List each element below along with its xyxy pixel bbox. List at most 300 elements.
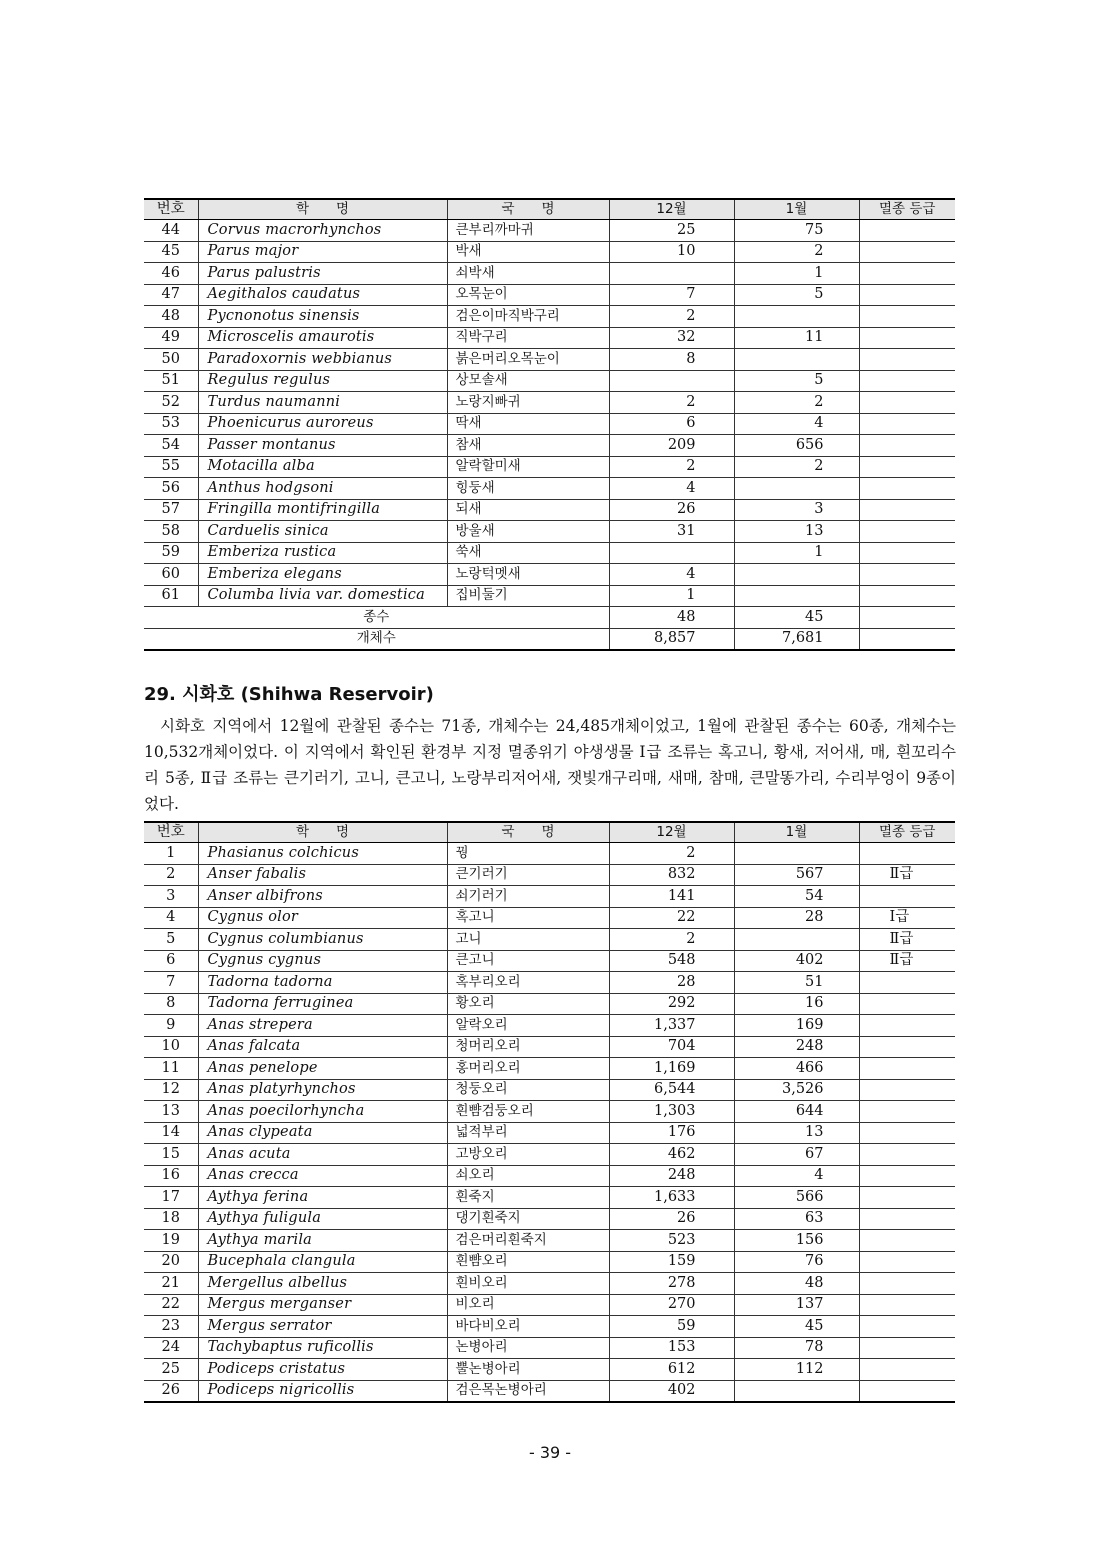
count-december: 8 [609, 349, 734, 371]
count-january: 5 [734, 370, 859, 392]
row-no: 1 [144, 843, 198, 865]
endangered-grade [859, 1337, 955, 1359]
row-no: 49 [144, 327, 198, 349]
row-no: 54 [144, 435, 198, 457]
endangered-grade [859, 521, 955, 543]
endangered-grade [859, 886, 955, 908]
endangered-grade [859, 1079, 955, 1101]
scientific-name: Emberiza elegans [198, 564, 447, 586]
row-no: 12 [144, 1079, 198, 1101]
scientific-name: Anas penelope [198, 1058, 447, 1080]
scientific-name: Regulus regulus [198, 370, 447, 392]
table-row [144, 1015, 955, 1037]
endangered-grade [859, 284, 955, 306]
species-count-row [144, 607, 955, 629]
count-december [609, 542, 734, 564]
count-december: 31 [609, 521, 734, 543]
table-row [144, 241, 955, 263]
row-no: 61 [144, 585, 198, 607]
korean-name: 상모솔새 [447, 370, 609, 392]
korean-name: 알락할미새 [447, 456, 609, 478]
count-january: 3,526 [734, 1079, 859, 1101]
row-no: 10 [144, 1036, 198, 1058]
count-december: 402 [609, 1380, 734, 1402]
korean-name: 뿔논병아리 [447, 1359, 609, 1381]
endangered-grade [859, 1359, 955, 1381]
korean-name: 박새 [447, 241, 609, 263]
table-row [144, 1101, 955, 1123]
endangered-grade [859, 843, 955, 865]
korean-name: 비오리 [447, 1294, 609, 1316]
row-no: 7 [144, 972, 198, 994]
count-january: 112 [734, 1359, 859, 1381]
table-row [144, 521, 955, 543]
korean-name: 황오리 [447, 993, 609, 1015]
species-count-jan: 45 [734, 607, 859, 629]
count-january: 2 [734, 392, 859, 414]
endangered-grade [859, 1036, 955, 1058]
endangered-grade [859, 1165, 955, 1187]
table-row [144, 370, 955, 392]
row-no: 13 [144, 1101, 198, 1123]
korean-name: 흰죽지 [447, 1187, 609, 1209]
count-january: 2 [734, 241, 859, 263]
table-row [144, 993, 955, 1015]
table-row [144, 1079, 955, 1101]
korean-name: 흰뺨오리 [447, 1251, 609, 1273]
count-december: 1,337 [609, 1015, 734, 1037]
table-row [144, 950, 955, 972]
korean-name: 청둥오리 [447, 1079, 609, 1101]
table-row [144, 413, 955, 435]
row-no: 15 [144, 1144, 198, 1166]
count-december: 209 [609, 435, 734, 457]
scientific-name: Mergus serrator [198, 1316, 447, 1338]
table-row [144, 1187, 955, 1209]
korean-name: 쇠기러기 [447, 886, 609, 908]
korean-name: 바다비오리 [447, 1316, 609, 1338]
scientific-name: Podiceps cristatus [198, 1359, 447, 1381]
scientific-name: Aythya marila [198, 1230, 447, 1252]
scientific-name: Aythya fuligula [198, 1208, 447, 1230]
endangered-grade [859, 1380, 955, 1402]
count-december: 612 [609, 1359, 734, 1381]
table-row [144, 1058, 955, 1080]
count-december: 832 [609, 864, 734, 886]
count-december: 2 [609, 456, 734, 478]
header-grade: 멸종 등급 [859, 199, 955, 220]
count-january: 75 [734, 220, 859, 242]
individual-count-row [144, 628, 955, 650]
endangered-grade [859, 370, 955, 392]
row-no: 46 [144, 263, 198, 285]
row-no: 9 [144, 1015, 198, 1037]
row-no: 53 [144, 413, 198, 435]
scientific-name: Anthus hodgsoni [198, 478, 447, 500]
korean-name: 홍머리오리 [447, 1058, 609, 1080]
korean-name: 오목눈이 [447, 284, 609, 306]
endangered-grade [859, 306, 955, 328]
korean-name: 흰뺨검둥오리 [447, 1101, 609, 1123]
scientific-name: Anas clypeata [198, 1122, 447, 1144]
count-december: 248 [609, 1165, 734, 1187]
table-row [144, 499, 955, 521]
korean-name: 청머리오리 [447, 1036, 609, 1058]
count-december: 159 [609, 1251, 734, 1273]
scientific-name: Anas acuta [198, 1144, 447, 1166]
korean-name: 혹부리오리 [447, 972, 609, 994]
count-december: 32 [609, 327, 734, 349]
count-january: 54 [734, 886, 859, 908]
count-december: 10 [609, 241, 734, 263]
count-january: 567 [734, 864, 859, 886]
endangered-grade [859, 263, 955, 285]
count-december: 292 [609, 993, 734, 1015]
count-december: 28 [609, 972, 734, 994]
count-december: 1,169 [609, 1058, 734, 1080]
count-january: 156 [734, 1230, 859, 1252]
row-no: 11 [144, 1058, 198, 1080]
korean-name: 검은이마직박구리 [447, 306, 609, 328]
endangered-grade [859, 1230, 955, 1252]
individual-count-grade [859, 628, 955, 650]
count-january: 13 [734, 521, 859, 543]
row-no: 60 [144, 564, 198, 586]
korean-name: 큰부리까마귀 [447, 220, 609, 242]
count-december: 2 [609, 306, 734, 328]
count-december: 59 [609, 1316, 734, 1338]
korean-name: 검은머리흰죽지 [447, 1230, 609, 1252]
endangered-grade [859, 478, 955, 500]
korean-name: 참새 [447, 435, 609, 457]
korean-name: 고방오리 [447, 1144, 609, 1166]
table-row [144, 284, 955, 306]
count-january: 13 [734, 1122, 859, 1144]
scientific-name: Paradoxornis webbianus [198, 349, 447, 371]
endangered-grade: Ⅱ급 [859, 864, 955, 886]
species-count-dec: 48 [609, 607, 734, 629]
row-no: 55 [144, 456, 198, 478]
korean-name: 논병아리 [447, 1337, 609, 1359]
row-no: 16 [144, 1165, 198, 1187]
table-row [144, 435, 955, 457]
endangered-grade [859, 1101, 955, 1123]
count-january: 51 [734, 972, 859, 994]
scientific-name: Phasianus colchicus [198, 843, 447, 865]
header-korean-name: 국 명 [447, 822, 609, 843]
count-december: 278 [609, 1273, 734, 1295]
scientific-name: Anser albifrons [198, 886, 447, 908]
count-january: 1 [734, 542, 859, 564]
count-january: 402 [734, 950, 859, 972]
table-row [144, 929, 955, 951]
count-january [734, 478, 859, 500]
count-january: 67 [734, 1144, 859, 1166]
count-january [734, 306, 859, 328]
table-header-row [144, 822, 955, 843]
endangered-grade [859, 1187, 955, 1209]
korean-name: 알락오리 [447, 1015, 609, 1037]
endangered-grade [859, 413, 955, 435]
individual-count-jan: 7,681 [734, 628, 859, 650]
row-no: 8 [144, 993, 198, 1015]
count-january: 4 [734, 1165, 859, 1187]
scientific-name: Anas platyrhynchos [198, 1079, 447, 1101]
endangered-grade [859, 1015, 955, 1037]
header-january: 1월 [734, 822, 859, 843]
count-january: 3 [734, 499, 859, 521]
korean-name: 노랑지빠귀 [447, 392, 609, 414]
individual-count-label: 개체수 [144, 628, 609, 650]
count-december: 176 [609, 1122, 734, 1144]
table-row [144, 1294, 955, 1316]
count-december: 704 [609, 1036, 734, 1058]
count-december: 1,633 [609, 1187, 734, 1209]
count-december: 141 [609, 886, 734, 908]
count-december: 2 [609, 929, 734, 951]
row-no: 58 [144, 521, 198, 543]
species-table-1 [144, 198, 955, 651]
row-no: 57 [144, 499, 198, 521]
scientific-name: Podiceps nigricollis [198, 1380, 447, 1402]
count-january: 169 [734, 1015, 859, 1037]
row-no: 22 [144, 1294, 198, 1316]
table-row [144, 564, 955, 586]
table-row [144, 327, 955, 349]
count-december: 7 [609, 284, 734, 306]
table-row [144, 1230, 955, 1252]
scientific-name: Corvus macrorhynchos [198, 220, 447, 242]
endangered-grade: Ⅰ급 [859, 907, 955, 929]
endangered-grade [859, 327, 955, 349]
count-december: 6 [609, 413, 734, 435]
table-row [144, 972, 955, 994]
row-no: 50 [144, 349, 198, 371]
count-december: 26 [609, 499, 734, 521]
count-december [609, 370, 734, 392]
table-row [144, 1380, 955, 1402]
table-row [144, 1359, 955, 1381]
table-row [144, 886, 955, 908]
endangered-grade [859, 499, 955, 521]
header-grade: 멸종 등급 [859, 822, 955, 843]
endangered-grade [859, 993, 955, 1015]
count-january: 466 [734, 1058, 859, 1080]
endangered-grade [859, 1144, 955, 1166]
korean-name: 댕기흰죽지 [447, 1208, 609, 1230]
scientific-name: Cygnus columbianus [198, 929, 447, 951]
endangered-grade [859, 435, 955, 457]
row-no: 3 [144, 886, 198, 908]
individual-count-dec: 8,857 [609, 628, 734, 650]
row-no: 44 [144, 220, 198, 242]
row-no: 23 [144, 1316, 198, 1338]
count-january: 76 [734, 1251, 859, 1273]
count-december: 2 [609, 392, 734, 414]
table-header-row [144, 199, 955, 220]
count-january: 16 [734, 993, 859, 1015]
endangered-grade [859, 542, 955, 564]
scientific-name: Mergellus albellus [198, 1273, 447, 1295]
count-january: 2 [734, 456, 859, 478]
korean-name: 넓적부리 [447, 1122, 609, 1144]
korean-name: 힝둥새 [447, 478, 609, 500]
table-row [144, 585, 955, 607]
row-no: 47 [144, 284, 198, 306]
korean-name: 방울새 [447, 521, 609, 543]
scientific-name: Cygnus cygnus [198, 950, 447, 972]
scientific-name: Passer montanus [198, 435, 447, 457]
count-december: 1 [609, 585, 734, 607]
count-january: 11 [734, 327, 859, 349]
count-january: 566 [734, 1187, 859, 1209]
scientific-name: Carduelis sinica [198, 521, 447, 543]
table-row [144, 456, 955, 478]
count-january [734, 843, 859, 865]
count-january: 1 [734, 263, 859, 285]
korean-name: 되새 [447, 499, 609, 521]
count-december: 462 [609, 1144, 734, 1166]
table-row [144, 263, 955, 285]
table-row [144, 843, 955, 865]
row-no: 18 [144, 1208, 198, 1230]
table-row [144, 1144, 955, 1166]
scientific-name: Fringilla montifringilla [198, 499, 447, 521]
table-row [144, 1273, 955, 1295]
korean-name: 딱새 [447, 413, 609, 435]
endangered-grade: Ⅱ급 [859, 929, 955, 951]
scientific-name: Tadorna ferruginea [198, 993, 447, 1015]
table-row [144, 349, 955, 371]
scientific-name: Motacilla alba [198, 456, 447, 478]
endangered-grade [859, 1208, 955, 1230]
count-december: 6,544 [609, 1079, 734, 1101]
scientific-name: Anas poecilorhyncha [198, 1101, 447, 1123]
count-december: 153 [609, 1337, 734, 1359]
row-no: 21 [144, 1273, 198, 1295]
count-december: 25 [609, 220, 734, 242]
count-january: 656 [734, 435, 859, 457]
table-row [144, 907, 955, 929]
endangered-grade [859, 392, 955, 414]
species-table-2 [144, 821, 955, 1403]
row-no: 2 [144, 864, 198, 886]
table-row [144, 1122, 955, 1144]
row-no: 4 [144, 907, 198, 929]
header-no: 번호 [144, 199, 198, 220]
row-no: 52 [144, 392, 198, 414]
count-december: 2 [609, 843, 734, 865]
endangered-grade [859, 241, 955, 263]
count-january: 137 [734, 1294, 859, 1316]
row-no: 45 [144, 241, 198, 263]
scientific-name: Tadorna tadorna [198, 972, 447, 994]
count-january [734, 1380, 859, 1402]
count-december: 1,303 [609, 1101, 734, 1123]
korean-name: 검은목논병아리 [447, 1380, 609, 1402]
row-no: 17 [144, 1187, 198, 1209]
count-december: 26 [609, 1208, 734, 1230]
korean-name: 쇠박새 [447, 263, 609, 285]
row-no: 6 [144, 950, 198, 972]
count-january: 5 [734, 284, 859, 306]
row-no: 19 [144, 1230, 198, 1252]
endangered-grade [859, 972, 955, 994]
row-no: 26 [144, 1380, 198, 1402]
korean-name: 쇠오리 [447, 1165, 609, 1187]
table-row [144, 1337, 955, 1359]
header-scientific-name: 학 명 [198, 199, 447, 220]
row-no: 24 [144, 1337, 198, 1359]
scientific-name: Tachybaptus ruficollis [198, 1337, 447, 1359]
count-december: 270 [609, 1294, 734, 1316]
count-december: 548 [609, 950, 734, 972]
header-december: 12월 [609, 822, 734, 843]
korean-name: 혹고니 [447, 907, 609, 929]
scientific-name: Bucephala clangula [198, 1251, 447, 1273]
scientific-name: Cygnus olor [198, 907, 447, 929]
scientific-name: Turdus naumanni [198, 392, 447, 414]
endangered-grade [859, 220, 955, 242]
endangered-grade [859, 564, 955, 586]
section-paragraph: 시화호 지역에서 12월에 관찰된 종수는 71종, 개체수는 24,485개체이었고, 1월에 관찰된 종수는 60종, 개체수는 10,532개체이었다. 이 지역에서 확인된 환경부 지정 멸종위기 야생생물 Ⅰ급 조류는 혹고니, 황새, 저어새, 매, 흰꼬리수리 5종, Ⅱ급 조류는 큰기러기, 고니, 큰고니, 노랑부리저어새, 잿빛개구리매, 새매, 참매, 큰말똥가리, 수리부엉이 9종이었다. [144, 717, 956, 813]
row-no: 56 [144, 478, 198, 500]
row-no: 48 [144, 306, 198, 328]
table-row [144, 542, 955, 564]
scientific-name: Microscelis amaurotis [198, 327, 447, 349]
species-count-grade [859, 607, 955, 629]
section-title: 29. 시화호 (Shihwa Reservoir) [144, 684, 434, 705]
table-row [144, 1208, 955, 1230]
scientific-name: Phoenicurus auroreus [198, 413, 447, 435]
table-row [144, 1251, 955, 1273]
korean-name: 노랑턱멧새 [447, 564, 609, 586]
table-row [144, 392, 955, 414]
scientific-name: Parus palustris [198, 263, 447, 285]
scientific-name: Anas crecca [198, 1165, 447, 1187]
korean-name: 집비둘기 [447, 585, 609, 607]
endangered-grade [859, 1058, 955, 1080]
korean-name: 붉은머리오목눈이 [447, 349, 609, 371]
count-january: 63 [734, 1208, 859, 1230]
korean-name: 고니 [447, 929, 609, 951]
count-january: 48 [734, 1273, 859, 1295]
endangered-grade [859, 456, 955, 478]
scientific-name: Anas falcata [198, 1036, 447, 1058]
count-december: 22 [609, 907, 734, 929]
table-row [144, 864, 955, 886]
table-row [144, 1316, 955, 1338]
count-january [734, 564, 859, 586]
korean-name: 직박구리 [447, 327, 609, 349]
korean-name: 큰고니 [447, 950, 609, 972]
header-january: 1월 [734, 199, 859, 220]
count-december: 4 [609, 478, 734, 500]
header-december: 12월 [609, 199, 734, 220]
count-january: 248 [734, 1036, 859, 1058]
table-row [144, 1165, 955, 1187]
scientific-name: Anser fabalis [198, 864, 447, 886]
endangered-grade [859, 1122, 955, 1144]
count-december: 523 [609, 1230, 734, 1252]
count-december [609, 263, 734, 285]
page-number: - 39 - [528, 1443, 572, 1462]
scientific-name: Aegithalos caudatus [198, 284, 447, 306]
count-january: 644 [734, 1101, 859, 1123]
count-january [734, 349, 859, 371]
scientific-name: Anas strepera [198, 1015, 447, 1037]
species-count-label: 종수 [144, 607, 609, 629]
